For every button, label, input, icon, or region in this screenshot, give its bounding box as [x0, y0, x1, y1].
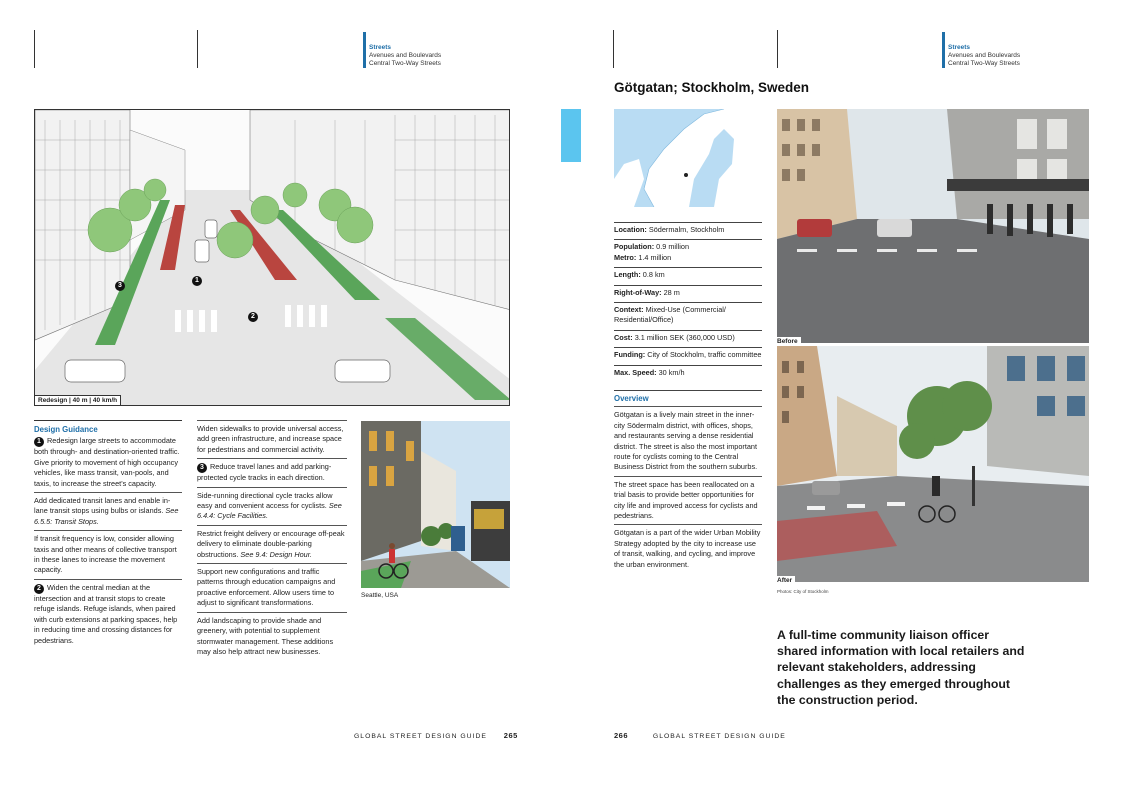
fact-list [614, 222, 762, 386]
cross-reference: See 6.5.5: Transit Stops. [34, 506, 179, 526]
header-section: Streets [369, 44, 392, 51]
overview-title-block [614, 390, 762, 406]
guidance-paragraph [34, 492, 182, 530]
overview-paragraph: The street space has been reallocated on a trial basis to provide better opportunities for city life and improved access for cyclists and pedestrians. [614, 476, 762, 525]
running-header [948, 44, 1020, 68]
before-label: Before [777, 337, 801, 345]
photo-caption: Seattle, USA [361, 592, 399, 599]
page-number: 266 [614, 731, 629, 740]
callout-2: 2 [248, 312, 258, 322]
fact-right-of-way [614, 285, 762, 302]
fact-label: Location: [614, 225, 647, 234]
footer-left [354, 731, 518, 740]
scandinavia-map [614, 109, 762, 207]
before-photo [777, 109, 1089, 343]
guidance-paragraph: If transit frequency is low, consider allowing taxis and other means of collective transport in these lanes to increase the movement capacity. [34, 530, 182, 579]
header-line1: Avenues and Boulevards [369, 52, 442, 59]
guidance-paragraph [34, 436, 182, 489]
before-photo-image [777, 109, 1089, 343]
fact-label: Right-of-Way: [614, 287, 662, 297]
cross-reference: See 9.4: Design Hour. [240, 549, 312, 559]
street-illustration-drawing [35, 110, 510, 406]
overview-paragraph: Götgatan is a part of the wider Urban Mobility Strategy adopted by the city to increase use of transit, walking, and cycling, and improve the urban environment. [614, 524, 762, 573]
fact-value: 0.8 km [642, 270, 665, 280]
fact-label: Funding: [614, 350, 646, 360]
street-illustration [34, 109, 510, 406]
guidance-paragraph [197, 525, 347, 563]
number-badge: 2 [34, 584, 44, 594]
location-map [614, 109, 762, 207]
guidance-text: Side-running directional cycle tracks allow easy and convenient access for cyclists. [197, 490, 333, 511]
seattle-photo [361, 421, 510, 588]
cross-reference: See 6.4.4: Cycle Facilities. [197, 501, 342, 521]
guidance-text: Widen the central median at the intersection and at transit stops to create refuge islands. Refuge islands, when paired with curb extensions at parking spaces, help in reducing time and crossing distances for pedestrians. [34, 582, 178, 645]
fact-label: Context: [614, 305, 644, 315]
pull-quote: A full-time community liaison officer shared information with local retailers and relevant stakeholders, addressing challenges as they emerged throughout the construction period. [777, 628, 1025, 707]
guidance-text: Reduce travel lanes and add parking-protected cycle tracks in each direction. [197, 462, 332, 483]
fact-length [614, 267, 762, 284]
header-rule [34, 30, 35, 68]
guidance-column-2 [197, 420, 347, 660]
fact-label: Metro: [614, 252, 637, 262]
header-section: Streets [948, 44, 971, 51]
header-accent-bar [363, 32, 366, 68]
overview-title: Overview [614, 394, 649, 403]
fact-label: Population: [614, 242, 655, 252]
page-number: 265 [503, 731, 518, 740]
after-photo [777, 346, 1089, 582]
guidance-paragraph [197, 458, 347, 486]
number-badge: 3 [197, 463, 207, 473]
guidance-column-1 [34, 420, 182, 649]
footer-title: GLOBAL STREET DESIGN GUIDE [652, 733, 786, 740]
header-line2: Central Two-Way Streets [948, 60, 1020, 67]
fact-value: 1.4 million [638, 252, 672, 262]
fact-value: 30 km/h [658, 367, 685, 377]
seattle-photo-image [361, 421, 510, 588]
case-study-tab [561, 109, 595, 164]
number-badge: 1 [34, 437, 44, 447]
guidance-paragraph: Add landscaping to provide shade and greenery, with potential to supplement stormwater management. These additions may also help attract new businesses. [197, 612, 347, 661]
header-rule [777, 30, 778, 68]
after-label: After [777, 576, 795, 584]
fact-location [614, 222, 762, 239]
fact-label: Cost: [614, 332, 633, 342]
guidance-paragraph: Support new configurations and traffic patterns through education campaigns and proactive enforcement. Allow users time to adjust to significant transformations. [197, 563, 347, 612]
fact-funding [614, 347, 762, 364]
overview-paragraph: Götgatan is a lively main street in the inner-city Södermalm district, with offices, shops, and restaurants serving a dense residential district. The street is also the most important route for cyclists coming to the Central Business District from the southern suburbs. [614, 406, 762, 475]
fact-value: Mixed-Use (Commercial/ Residential/Office) [614, 305, 726, 325]
fact-population [614, 239, 762, 267]
fact-value: City of Stockholm, traffic committee [647, 350, 762, 360]
fact-value: 28 m [663, 287, 680, 297]
header-rule [613, 30, 614, 68]
fact-max-speed [614, 365, 762, 386]
fact-value: 3.1 million SEK (360,000 USD) [634, 332, 735, 342]
callout-1: 1 [192, 276, 202, 286]
fact-value: 0.9 million [656, 242, 690, 252]
header-accent-bar [942, 32, 945, 68]
guidance-text: Add dedicated transit lanes and enable in-lane transit stops using bulbs or islands. [34, 496, 171, 516]
footer-right [614, 731, 786, 740]
fact-value: Södermalm, Stockholm [648, 225, 725, 234]
guidance-paragraph: Widen sidewalks to provide universal access, add green infrastructure, and increase space for pedestrians and commercial activity. [197, 420, 347, 458]
header-line2: Central Two-Way Streets [369, 60, 441, 67]
case-study-tab-label: CASE STUDY [589, 116, 595, 164]
guidance-text: Redesign large streets to accommodate both through- and destination-oriented traffic. Give priority to movement of high occupancy vehicles, like mass transit, van-pools, and taxis, to increase the street's capacity. [34, 436, 180, 488]
footer-title: GLOBAL STREET DESIGN GUIDE [354, 733, 487, 740]
illustration-label: Redesign | 40 m | 40 km/h [35, 395, 121, 405]
callout-3: 3 [115, 281, 125, 291]
photo-credit: Photos: City of Stockholm [777, 589, 829, 594]
fact-context [614, 302, 762, 330]
guidance-paragraph [197, 487, 347, 525]
case-study-title: Götgatan; Stockholm, Sweden [614, 80, 810, 95]
guidance-text: Restrict freight delivery or encourage off-peak delivery to eliminate double-parking obstructions. [197, 528, 345, 559]
running-header [369, 44, 441, 68]
header-line1: Avenues and Boulevards [948, 52, 1021, 59]
overview-section [614, 390, 762, 573]
guidance-paragraph [34, 579, 182, 649]
header-rule [197, 30, 198, 68]
guidance-title-block [34, 420, 182, 489]
fact-label: Max. Speed: [614, 367, 657, 377]
guidance-title: Design Guidance [34, 425, 98, 434]
fact-cost [614, 330, 762, 347]
after-photo-image [777, 346, 1089, 582]
fact-label: Length: [614, 270, 641, 280]
